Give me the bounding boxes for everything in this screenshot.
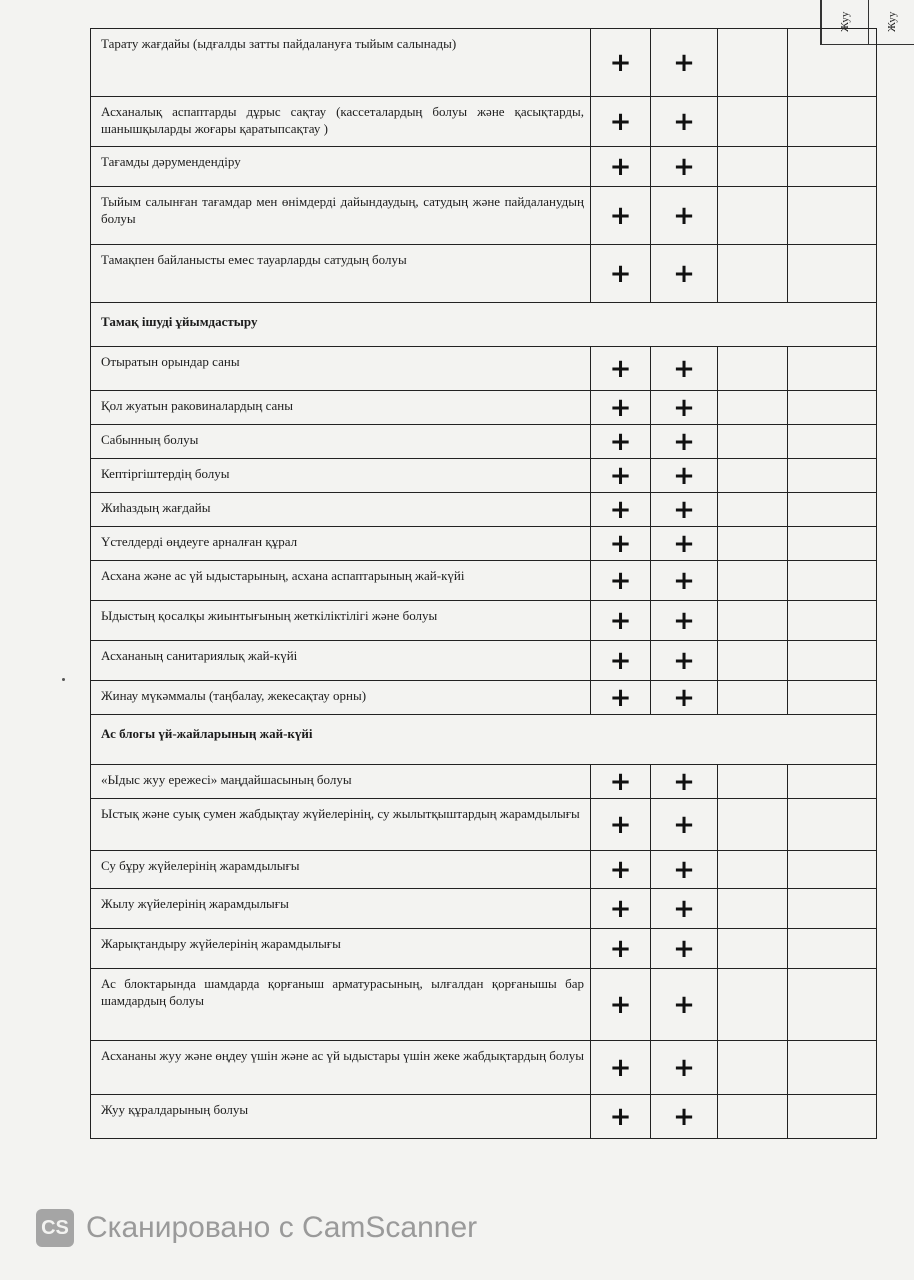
check-cell bbox=[591, 889, 651, 929]
plus-mark: + bbox=[609, 392, 632, 423]
table-row bbox=[91, 799, 877, 851]
plus-mark: + bbox=[609, 893, 632, 924]
plus-mark: + bbox=[609, 1101, 632, 1132]
criterion-text: Ас блоктарында шамдарда қорғаныш арматурасының, ылғалдан қорғанышы бар шамдардың болуы bbox=[91, 969, 591, 1041]
check-cell bbox=[651, 347, 718, 391]
table-row bbox=[91, 29, 877, 97]
check-cell bbox=[651, 969, 718, 1041]
check-cell bbox=[591, 347, 651, 391]
empty-cell bbox=[718, 187, 788, 245]
criterion-text: Кептіргіштердің болуы bbox=[91, 459, 591, 493]
check-cell bbox=[591, 245, 651, 303]
empty-cell bbox=[718, 29, 788, 97]
empty-cell bbox=[788, 601, 877, 641]
check-cell bbox=[651, 527, 718, 561]
plus-mark: + bbox=[609, 494, 632, 525]
empty-cell bbox=[788, 765, 877, 799]
empty-cell bbox=[718, 1041, 788, 1095]
check-cell bbox=[591, 851, 651, 889]
plus-mark: + bbox=[673, 494, 695, 525]
criterion-text: Үстелдерді өңдеуге арналған құрал bbox=[91, 527, 591, 561]
criterion-text: Су бұру жүйелерінің жарамдылығы bbox=[91, 851, 591, 889]
plus-mark: + bbox=[673, 854, 695, 885]
empty-cell bbox=[718, 425, 788, 459]
empty-cell bbox=[718, 245, 788, 303]
check-cell bbox=[591, 29, 651, 97]
table-row bbox=[91, 187, 877, 245]
plus-mark: + bbox=[609, 854, 632, 885]
table-row bbox=[91, 527, 877, 561]
plus-mark: + bbox=[673, 200, 695, 231]
check-cell bbox=[591, 97, 651, 147]
criterion-text: Ыдыстың қосалқы жиынтығының жеткіліктілігі және болуы bbox=[91, 601, 591, 641]
plus-mark: + bbox=[673, 565, 695, 596]
table-row bbox=[91, 493, 877, 527]
plus-mark: + bbox=[609, 151, 632, 182]
empty-cell bbox=[718, 391, 788, 425]
table-row bbox=[91, 97, 877, 147]
criterion-text: «Ыдыс жуу ережесі» маңдайшасының болуы bbox=[91, 765, 591, 799]
check-cell bbox=[591, 187, 651, 245]
empty-cell bbox=[718, 459, 788, 493]
check-cell bbox=[651, 425, 718, 459]
check-cell bbox=[651, 97, 718, 147]
empty-cell bbox=[718, 851, 788, 889]
table-row bbox=[91, 851, 877, 889]
criterion-text: Жуу құралдарының болуы bbox=[91, 1095, 591, 1139]
table-row bbox=[91, 601, 877, 641]
check-cell bbox=[651, 147, 718, 187]
plus-mark: + bbox=[609, 645, 632, 676]
table-row bbox=[91, 889, 877, 929]
check-cell bbox=[591, 1041, 651, 1095]
plus-mark: + bbox=[609, 1052, 632, 1083]
table-row bbox=[91, 245, 877, 303]
criterion-text: Қол жуатын раковиналардың саны bbox=[91, 391, 591, 425]
plus-mark: + bbox=[609, 258, 632, 289]
check-cell bbox=[651, 681, 718, 715]
check-cell bbox=[651, 641, 718, 681]
empty-cell bbox=[788, 147, 877, 187]
section-title: Ас блогы үй-жайларының жай-күйі bbox=[91, 715, 877, 765]
check-cell bbox=[651, 245, 718, 303]
empty-cell bbox=[718, 527, 788, 561]
empty-cell bbox=[788, 29, 877, 97]
plus-mark: + bbox=[673, 353, 695, 384]
inspection-table bbox=[90, 28, 877, 1139]
check-cell bbox=[591, 641, 651, 681]
criterion-text: Отыратын орындар саны bbox=[91, 347, 591, 391]
table-row bbox=[91, 1095, 877, 1139]
plus-mark: + bbox=[609, 47, 632, 78]
check-cell bbox=[591, 391, 651, 425]
check-cell bbox=[591, 969, 651, 1041]
table-row bbox=[91, 391, 877, 425]
check-cell bbox=[591, 561, 651, 601]
empty-cell bbox=[718, 601, 788, 641]
corner-header-cell: Жуу bbox=[868, 0, 914, 44]
check-cell bbox=[651, 561, 718, 601]
check-cell bbox=[651, 889, 718, 929]
check-cell bbox=[591, 601, 651, 641]
plus-mark: + bbox=[609, 766, 632, 797]
criterion-text: Жиһаздың жағдайы bbox=[91, 493, 591, 527]
table-row bbox=[91, 561, 877, 601]
check-cell bbox=[651, 799, 718, 851]
table-row bbox=[91, 347, 877, 391]
empty-cell bbox=[718, 147, 788, 187]
check-cell bbox=[591, 147, 651, 187]
plus-mark: + bbox=[609, 809, 632, 840]
empty-cell bbox=[788, 681, 877, 715]
empty-cell bbox=[718, 799, 788, 851]
plus-mark: + bbox=[609, 933, 632, 964]
check-cell bbox=[651, 1095, 718, 1139]
criterion-text: Жылу жүйелерінің жарамдылығы bbox=[91, 889, 591, 929]
plus-mark: + bbox=[673, 392, 695, 423]
check-cell bbox=[651, 29, 718, 97]
plus-mark: + bbox=[673, 106, 695, 137]
empty-cell bbox=[718, 889, 788, 929]
empty-cell bbox=[718, 929, 788, 969]
check-cell bbox=[591, 527, 651, 561]
empty-cell bbox=[718, 765, 788, 799]
table-row bbox=[91, 681, 877, 715]
plus-mark: + bbox=[609, 460, 632, 491]
empty-cell bbox=[788, 1041, 877, 1095]
check-cell bbox=[591, 765, 651, 799]
plus-mark: + bbox=[673, 605, 695, 636]
criterion-text: Жарықтандыру жүйелерінің жарамдылығы bbox=[91, 929, 591, 969]
plus-mark: + bbox=[673, 528, 695, 559]
empty-cell bbox=[788, 527, 877, 561]
empty-cell bbox=[718, 969, 788, 1041]
table-row bbox=[91, 425, 877, 459]
watermark-text: Сканировано с CamScanner bbox=[86, 1211, 478, 1244]
empty-cell bbox=[718, 493, 788, 527]
check-cell bbox=[651, 601, 718, 641]
criterion-text: Асхана және ас үй ыдыстарының, асхана аспаптарының жай-күйі bbox=[91, 561, 591, 601]
empty-cell bbox=[718, 1095, 788, 1139]
plus-mark: + bbox=[609, 989, 632, 1020]
empty-cell bbox=[788, 493, 877, 527]
empty-cell bbox=[788, 459, 877, 493]
check-cell bbox=[591, 425, 651, 459]
table-row bbox=[91, 765, 877, 799]
plus-mark: + bbox=[673, 893, 695, 924]
plus-mark: + bbox=[673, 1101, 695, 1132]
table-row bbox=[91, 459, 877, 493]
camscanner-logo-icon: CS bbox=[36, 1209, 74, 1247]
criterion-text: Тарату жағдайы (ыдғалды затты пайдалануға тыйым салынады) bbox=[91, 29, 591, 97]
criterion-text: Асханалық аспаптарды дұрыс сақтау (кассеталардың болуы және қасықтарды, шанышқыларды жоғары қаратыпсақтау ) bbox=[91, 97, 591, 147]
criterion-text: Ыстық және суық сумен жабдықтау жүйелерінің, су жылытқыштардың жарамдылығы bbox=[91, 799, 591, 851]
empty-cell bbox=[788, 425, 877, 459]
section-row bbox=[91, 715, 877, 765]
check-cell bbox=[591, 929, 651, 969]
plus-mark: + bbox=[609, 528, 632, 559]
check-cell bbox=[651, 459, 718, 493]
table-row bbox=[91, 1041, 877, 1095]
empty-cell bbox=[718, 681, 788, 715]
empty-cell bbox=[788, 347, 877, 391]
criterion-text: Тағамды дәрумендендіру bbox=[91, 147, 591, 187]
plus-mark: + bbox=[609, 200, 632, 231]
plus-mark: + bbox=[673, 766, 695, 797]
empty-cell bbox=[718, 641, 788, 681]
camscanner-watermark bbox=[36, 1208, 477, 1248]
check-cell bbox=[651, 187, 718, 245]
check-cell bbox=[651, 1041, 718, 1095]
corner-header-cell: Жуу bbox=[821, 0, 868, 44]
plus-mark: + bbox=[609, 565, 632, 596]
check-cell bbox=[651, 765, 718, 799]
empty-cell bbox=[788, 391, 877, 425]
scan-speck bbox=[62, 678, 65, 681]
table-row bbox=[91, 147, 877, 187]
plus-mark: + bbox=[673, 933, 695, 964]
empty-cell bbox=[788, 799, 877, 851]
plus-mark: + bbox=[609, 605, 632, 636]
plus-mark: + bbox=[673, 258, 695, 289]
section-row bbox=[91, 303, 877, 347]
plus-mark: + bbox=[673, 1052, 695, 1083]
check-cell bbox=[591, 1095, 651, 1139]
empty-cell bbox=[788, 641, 877, 681]
plus-mark: + bbox=[609, 353, 632, 384]
empty-cell bbox=[718, 347, 788, 391]
plus-mark: + bbox=[673, 460, 695, 491]
empty-cell bbox=[788, 889, 877, 929]
plus-mark: + bbox=[609, 106, 632, 137]
check-cell bbox=[651, 391, 718, 425]
plus-mark: + bbox=[673, 47, 695, 78]
plus-mark: + bbox=[673, 151, 695, 182]
plus-mark: + bbox=[609, 426, 632, 457]
table-row bbox=[91, 641, 877, 681]
check-cell bbox=[591, 459, 651, 493]
plus-mark: + bbox=[673, 682, 695, 713]
empty-cell bbox=[788, 929, 877, 969]
criterion-text: Тыйым салынған тағамдар мен өнімдерді дайындаудың, сатудың және пайдаланудың болуы bbox=[91, 187, 591, 245]
check-cell bbox=[591, 799, 651, 851]
table-row bbox=[91, 969, 877, 1041]
empty-cell bbox=[788, 245, 877, 303]
criterion-text: Асхананың санитариялық жай-күйі bbox=[91, 641, 591, 681]
table-row bbox=[91, 929, 877, 969]
empty-cell bbox=[788, 1095, 877, 1139]
plus-mark: + bbox=[673, 989, 695, 1020]
check-cell bbox=[591, 681, 651, 715]
empty-cell bbox=[788, 969, 877, 1041]
check-cell bbox=[651, 493, 718, 527]
check-cell bbox=[651, 929, 718, 969]
empty-cell bbox=[788, 97, 877, 147]
criterion-text: Тамақпен байланысты емес тауарларды сатудың болуы bbox=[91, 245, 591, 303]
criterion-text: Жинау мүкәммалы (таңбалау, жекесақтау орны) bbox=[91, 681, 591, 715]
empty-cell bbox=[788, 561, 877, 601]
plus-mark: + bbox=[673, 426, 695, 457]
check-cell bbox=[651, 851, 718, 889]
empty-cell bbox=[718, 97, 788, 147]
section-title: Тамақ ішуді ұйымдастыру bbox=[91, 303, 877, 347]
criterion-text: Сабынның болуы bbox=[91, 425, 591, 459]
empty-cell bbox=[788, 851, 877, 889]
plus-mark: + bbox=[673, 809, 695, 840]
plus-mark: + bbox=[609, 682, 632, 713]
criterion-text: Асхананы жуу және өңдеу үшін және ас үй ыдыстары үшін жеке жабдықтардың болуы bbox=[91, 1041, 591, 1095]
empty-cell bbox=[788, 187, 877, 245]
check-cell bbox=[591, 493, 651, 527]
plus-mark: + bbox=[673, 645, 695, 676]
empty-cell bbox=[718, 561, 788, 601]
